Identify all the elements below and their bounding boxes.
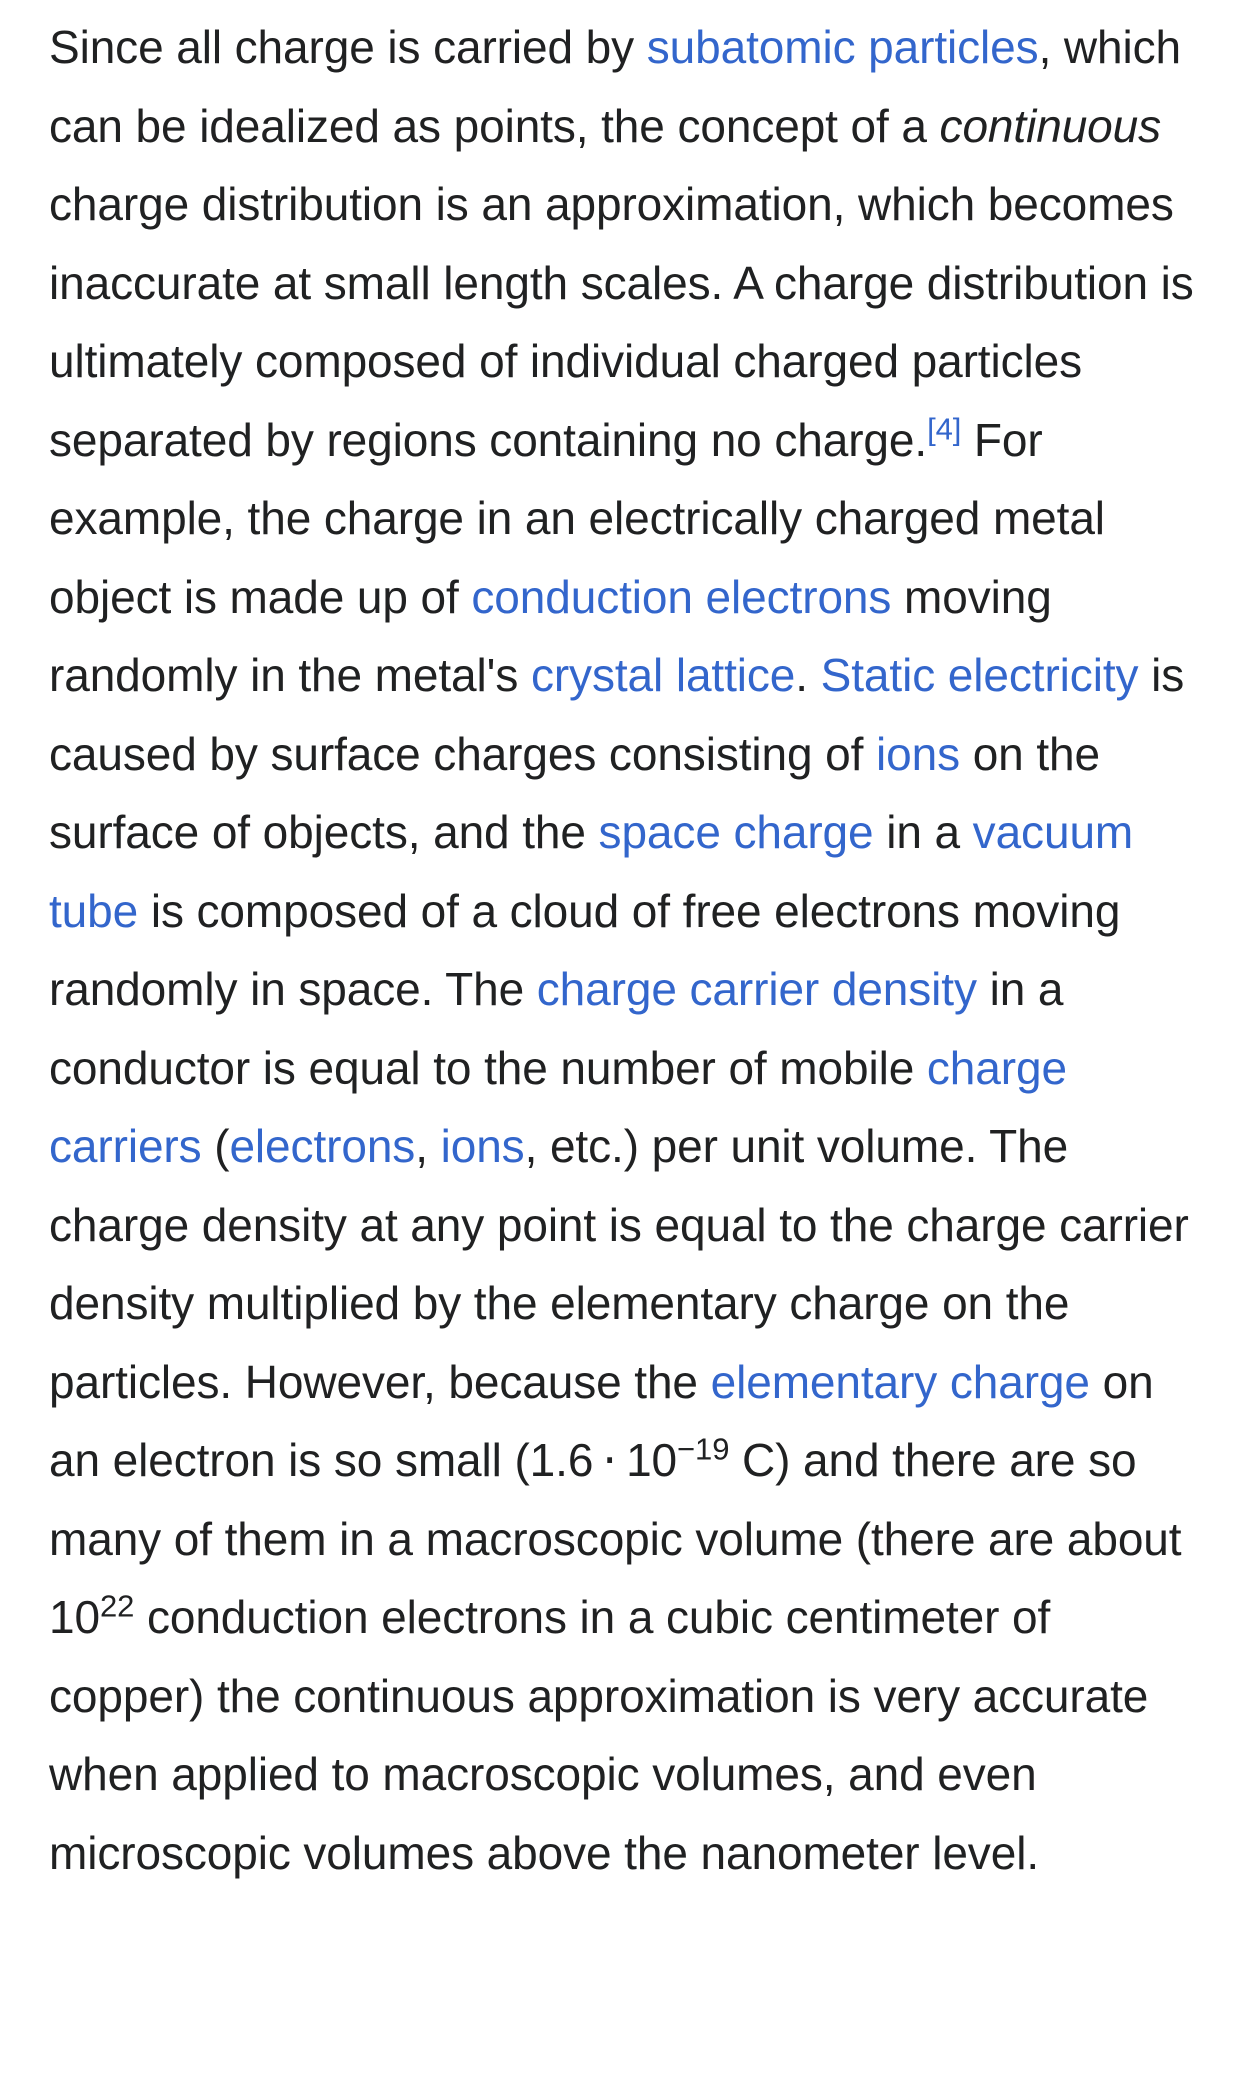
- article-body: [49, 8, 1199, 1892]
- text: conduction electrons in a cubic centimeter of copper) the continuous approximation is very accurate when applied to macroscopic volumes, and even microscopic volumes above the nanometer level.: [49, 1591, 1149, 1879]
- text: (: [201, 1120, 230, 1172]
- text: .: [795, 649, 821, 701]
- link-subatomic-particles[interactable]: subatomic particles: [646, 21, 1039, 73]
- text: , etc.) per unit volume. The charge density at any point is equal to the charge carrier density multiplied by the elementary charge on the particles. However, because the: [49, 1120, 1189, 1408]
- link-vacuum-tube[interactable]: vacuum tube: [49, 806, 1134, 937]
- text: is composed of a cloud of free electrons moving randomly in space. The: [49, 884, 1121, 1015]
- text: on the surface of objects, and the: [49, 727, 1100, 858]
- text: Since all charge is carried by: [49, 21, 647, 73]
- emphasis-text: continuous: [939, 99, 1162, 152]
- link-charge-carriers[interactable]: charge carriers: [49, 1041, 1067, 1172]
- link-crystal-lattice[interactable]: crystal lattice: [530, 649, 796, 701]
- text: in a: [873, 806, 973, 858]
- exponent-minus-19: −19: [677, 1431, 730, 1467]
- link-space-charge[interactable]: space charge: [598, 806, 874, 858]
- text: is caused by surface charges consisting of: [49, 649, 1185, 780]
- link-ions-2[interactable]: ions: [440, 1120, 525, 1172]
- text: on an electron is so small (1.6 ⋅ 10: [49, 1355, 1154, 1486]
- link-conduction-electrons[interactable]: conduction electrons: [471, 570, 892, 623]
- link-elementary-charge[interactable]: elementary charge: [710, 1355, 1090, 1408]
- text: C) and there are so many of them in a macroscopic volume (there are about 10: [49, 1434, 1182, 1643]
- link-charge-carrier-density[interactable]: charge carrier density: [536, 963, 977, 1015]
- text: in a conductor is equal to the number of mobile: [49, 963, 1064, 1094]
- exponent-22: 22: [99, 1588, 135, 1624]
- text: ,: [415, 1120, 441, 1172]
- link-ions[interactable]: ions: [876, 727, 961, 780]
- text: charge distribution is an approximation, which becomes inaccurate at small length scales. A charge distribution is ultimately composed of individual charged particles separated by regions containing no charge.: [49, 178, 1194, 466]
- text: For example, the charge in an electrically charged metal object is made up of: [49, 413, 1105, 623]
- text: moving randomly in the metal's: [49, 570, 1052, 701]
- paragraph: [49, 8, 1199, 1892]
- link-electrons[interactable]: electrons: [229, 1120, 416, 1172]
- text: , which can be idealized as points, the concept of a: [49, 21, 1182, 152]
- link-static-electricity[interactable]: Static electricity: [820, 649, 1139, 701]
- reference-4[interactable]: [4]: [927, 411, 962, 447]
